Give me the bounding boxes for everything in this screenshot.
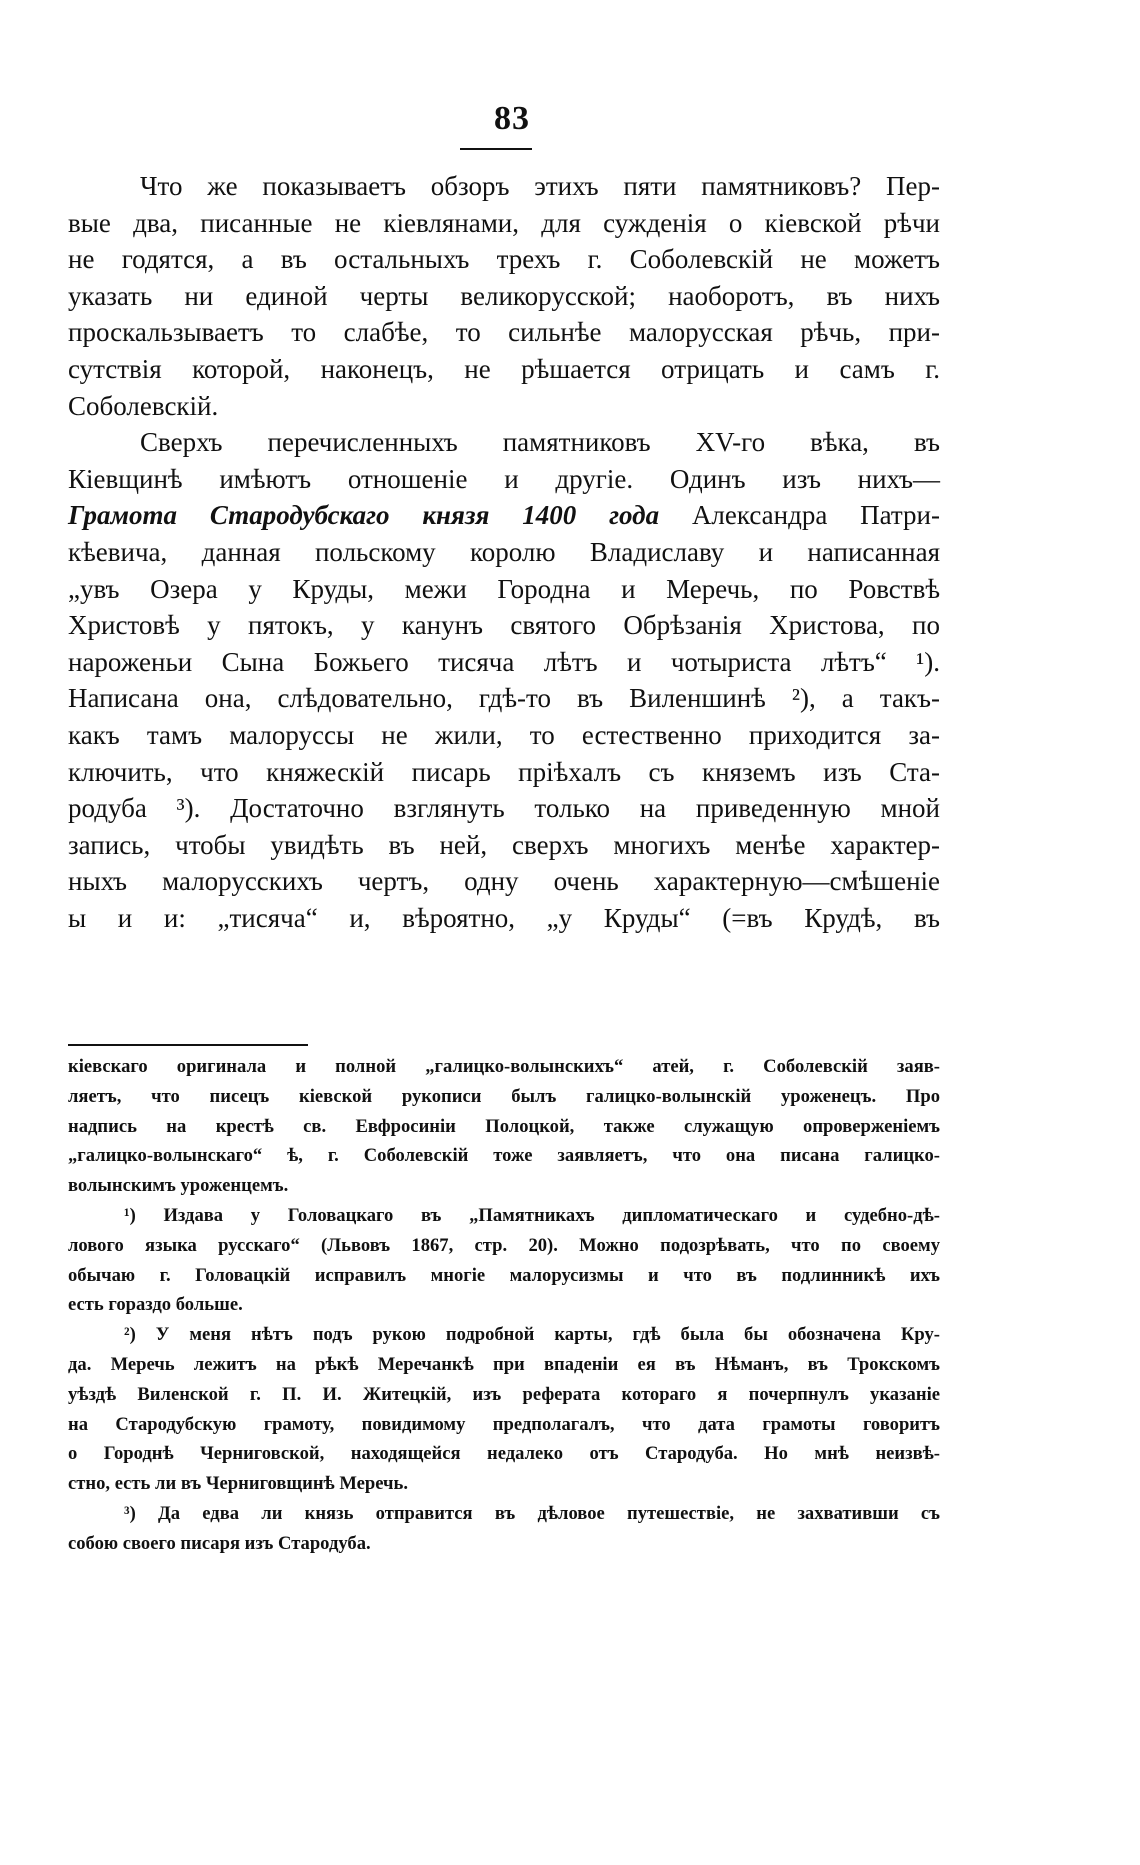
footnotes-block bbox=[68, 1052, 940, 1559]
text-line: родуба ³). Достаточно взглянуть только на приведенную мной bbox=[68, 793, 940, 824]
text-line: Христовѣ у пятокъ, у канунъ святого Обрѣзанія Христова, по bbox=[68, 610, 940, 641]
text-line: ключить, что княжескій писарь пріѣхалъ съ княземъ изъ Ста- bbox=[68, 756, 940, 787]
footnote-line: уѣздѣ Виленской г. П. И. Житецкій, изъ реферата котораго я почерпнулъ указаніе bbox=[68, 1383, 940, 1405]
footnote-line: „галицко-волынскаго“ ѣ, г. Соболевскій тоже заявляетъ, что она писана галицко- bbox=[68, 1145, 940, 1167]
footnote-line: да. Меречь лежитъ на рѣкѣ Меречанкѣ при впаденіи ея въ Нѣманъ, въ Трокскомъ bbox=[68, 1353, 940, 1375]
footnote-line: есть гораздо больше. bbox=[68, 1294, 243, 1316]
text-line: Соболевскій. bbox=[68, 390, 219, 421]
page-number: 83 bbox=[494, 100, 530, 137]
text-line: кѣевича, данная польскому королю Владиславу и написанная bbox=[68, 536, 940, 567]
text-line-with-title bbox=[68, 497, 940, 534]
footnote-line: волынскимъ уроженцемъ. bbox=[68, 1175, 289, 1197]
footnote-3: ³) Да едва ли князь отправится въ дѣловое путешествіе, не захвативши съ bbox=[124, 1502, 940, 1524]
page-number-rule bbox=[460, 148, 532, 150]
footnote-line: надпись на крестѣ св. Евфросиніи Полоцкой, также служащую опроверженіемъ bbox=[68, 1115, 940, 1137]
text-line: сутствія которой, наконецъ, не рѣшается отрицать и самъ г. bbox=[68, 353, 940, 384]
footnote-line: лового языка русскаго“ (Львовъ 1867, стр. 20). Можно подозрѣвать, что по своему bbox=[68, 1234, 940, 1256]
text-line: вые два, писанные не кіевлянами, для сужденія о кіевской рѣчи bbox=[68, 207, 940, 238]
charter-title: Грамота Стародубскаго князя 1400 года bbox=[68, 500, 660, 531]
text-line: ы и и: „тисяча“ и, вѣроятно, „у Круды“ (=въ Крудѣ, въ bbox=[68, 902, 940, 933]
text-line: Что же показываетъ обзоръ этихъ пяти памятниковъ? Пер- bbox=[140, 171, 940, 201]
footnote-line: о Городнѣ Черниговской, находящейся недалеко отъ Стародуба. Но мнѣ неизвѣ- bbox=[68, 1443, 940, 1465]
text-line: указать ни единой черты великорусской; наоборотъ, въ нихъ bbox=[68, 280, 940, 311]
footnote-line: обычаю г. Головацкій исправилъ многіе малорусизмы и что въ подлинникѣ ихъ bbox=[68, 1264, 940, 1286]
text-line: нароженьи Сына Божьего тисяча лѣтъ и чотыриста лѣтъ“ ¹). bbox=[68, 646, 940, 677]
footnote-divider bbox=[68, 1044, 308, 1046]
text-line: Написана она, слѣдовательно, гдѣ-то въ Виленшинѣ ²), а такъ- bbox=[68, 683, 940, 714]
footnote-line: ляетъ, что писецъ кіевской рукописи былъ галицко-волынскій уроженецъ. Про bbox=[68, 1085, 940, 1107]
text-line: не годятся, а въ остальныхъ трехъ г. Соболевскій не можетъ bbox=[68, 244, 940, 275]
main-text-block bbox=[68, 168, 940, 936]
footnote-2: ²) У меня нѣтъ подъ рукою подробной карты, гдѣ была бы обозначена Кру- bbox=[124, 1324, 940, 1346]
footnote-line: собою своего писаря изъ Стародуба. bbox=[68, 1532, 371, 1554]
text-line: Кіевщинѣ имѣютъ отношеніе и другіе. Одинъ изъ нихъ— bbox=[68, 463, 940, 494]
text-line-tail: Александра Патри- bbox=[691, 500, 940, 531]
text-line: ныхъ малорусскихъ чертъ, одну очень характерную—смѣшеніе bbox=[68, 866, 940, 897]
footnote-1: ¹) Издава у Головацкаго въ „Памятникахъ дипломатическаго и судебно-дѣ- bbox=[124, 1204, 940, 1226]
footnote-line: на Стародубскую грамоту, повидимому предполагалъ, что дата грамоты говоритъ bbox=[68, 1413, 940, 1435]
text-line: проскальзываетъ то слабѣе, то сильнѣе малорусская рѣчь, при- bbox=[68, 317, 940, 348]
footnote-line: кіевскаго оригинала и полной „галицко-волынскихъ“ атей, г. Соболевскій заяв- bbox=[68, 1056, 940, 1077]
text-line: запись, чтобы увидѣть въ ней, сверхъ многихъ менѣе характер- bbox=[68, 829, 940, 860]
text-line: „увъ Озера у Круды, межи Городна и Меречь, по Ровствѣ bbox=[68, 573, 940, 604]
footnote-line: стно, есть ли въ Черниговщинѣ Меречь. bbox=[68, 1473, 409, 1495]
text-line: какъ тамъ малоруссы не жили, то естественно приходится за- bbox=[68, 719, 940, 750]
text-line: Сверхъ перечисленныхъ памятниковъ XV-го вѣка, въ bbox=[140, 427, 940, 458]
